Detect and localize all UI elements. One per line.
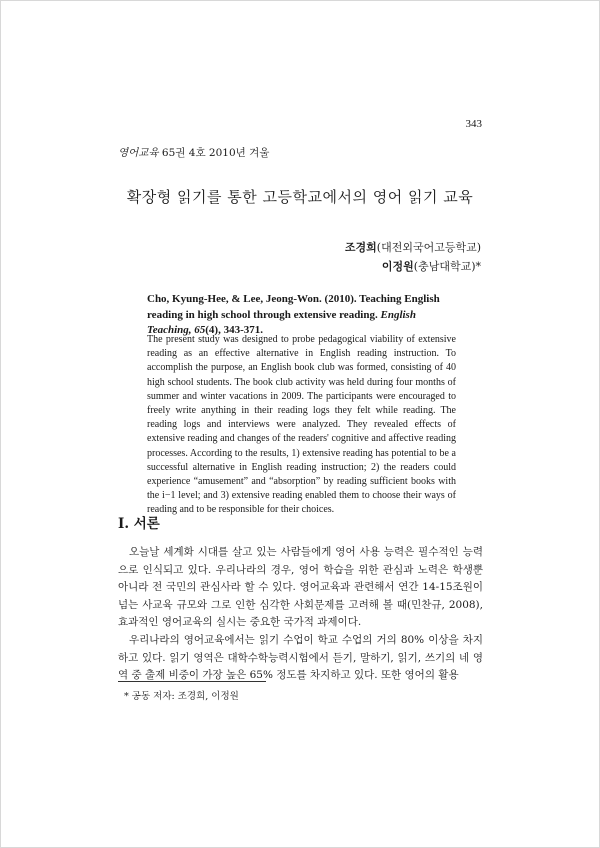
author-affiliation: (충남대학교)* — [413, 260, 481, 273]
author-block — [345, 238, 481, 276]
citation-journal: English Teaching, 65 — [147, 308, 416, 336]
journal-header — [118, 145, 269, 160]
citation-prefix: Cho, Kyung-Hee, & Lee, Jeong-Won. (2010). Teaching English reading in high school through extensive reading. — [147, 293, 440, 321]
body-paragraph: 오늘날 세계화 시대를 살고 있는 사람들에게 영어 사용 능력은 필수적인 능력으로 인식되고 있다. 우리나라의 경우, 영어 학습을 위한 관심과 노력은 학생뿐 아니라 전 국민의 관심사라 할 수 있다. 영어교육과 관련해서 연간 14-15조원이 넘는 사교육 규모와 그로 인한 심각한 사회문제를 고려해 볼 때(민찬규, 2008), 효과적인 영어교육의 실시는 중요한 국가적 과제이다. — [118, 546, 483, 629]
author-name: 조경희 — [344, 241, 377, 254]
body-paragraph: 우리나라의 영어교육에서는 읽기 수업이 학교 수업의 거의 80% 이상을 차지하고 있다. 읽기 영역은 대학수학능력시험에서 듣기, 말하기, 읽기, 쓰기의 네 영역 중 출제 비중이 가장 높은 65% 정도를 차지하고 있다. 또한 영어의 활용 — [118, 633, 483, 682]
abstract: The present study was designed to probe pedagogical viability of extensive reading as an effective alternative in English reading instruction. To accomplish the purpose, an English book club was formed, consisting of 40 high school students. The book club activity was held during four months of summer and winter vacations in 2009. The participants were encouraged to freely write anything in their reading logs they felt while reading. The reading logs and interviews were analyzed. They revealed effects of extensive reading and changes of the readers' cognitive and affective reading processes. According to the results, 1) extensive reading has potential to be a successful alternative in English reading instruction; 2) the readers could experience “amusement” and “absorption” by reading sufficient books with the i−1 level; and 3) extensive reading enabled them to choose their ways of reading and to be responsible for their choices. — [147, 334, 456, 516]
footnote: * 공동 저자: 조경희, 이정원 — [124, 691, 239, 702]
body-text — [118, 544, 483, 685]
page-number: 343 — [465, 118, 482, 130]
paper-title: 확장형 읽기를 통한 고등학교에서의 영어 읽기 교육 — [126, 188, 474, 206]
author-name: 이정원 — [381, 260, 414, 273]
author-line — [345, 238, 481, 257]
citation — [147, 292, 455, 339]
journal-name: 영어교육 — [118, 147, 159, 159]
journal-issue: 65권 4호 2010년 겨울 — [161, 147, 270, 159]
author-line — [345, 257, 481, 276]
author-affiliation: (대전외국어고등학교) — [376, 241, 481, 254]
citation-suffix: (4), 343-371. — [205, 324, 264, 336]
section-heading: I. 서론 — [118, 516, 160, 532]
footnote-divider — [118, 681, 266, 682]
